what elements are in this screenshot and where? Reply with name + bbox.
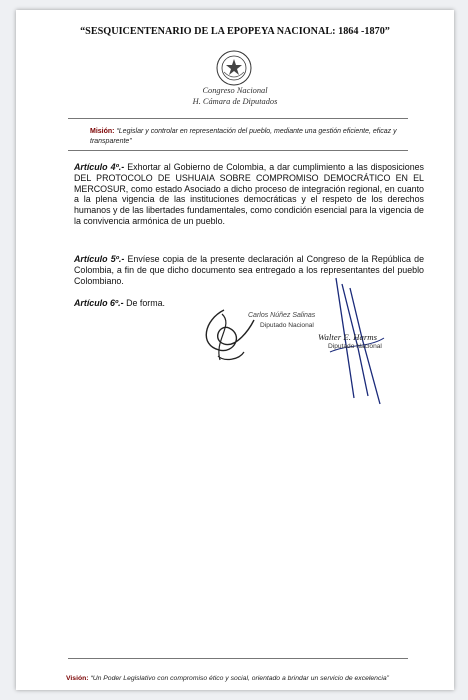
mission-text: “Legislar y controlar en representación del pueblo, mediante una gestión eficiente, eficaz y transparente” [90,128,397,145]
chamber-line-congress: Congreso Nacional [202,86,268,95]
article-text: Envíese copia de la presente declaración al Congreso de la República de Colombia, a fin de que dicho documento sea entregado a los representantes del pueblo Colombiano. [74,254,425,286]
header-divider [68,118,408,119]
mission-label: Misión: [90,128,115,135]
footer-divider [68,658,408,659]
national-seal-icon [216,50,252,86]
article-text: Exhortar al Gobierno de Colombia, a dar cumplimiento a las disposiciones DEL PROTOCOLO DE USHUAIA SOBRE COMPROMISO DEMOCRÁTICO EN EL MERCOSUR, como estado Asociado a dicho proceso de integración regional, en cuanto a la plena vigencia de las instituciones democráticas y el respeto de los derechos humanos y de las libertades fundamentales, como condición esencial para la vigencia de la convivencia armónica de un pueblo. [74,162,424,226]
page-title: “SESQUICENTENARIO DE LA EPOPEYA NACIONAL: 1864 -1870” [80,26,390,37]
vision-label: Visión: [66,675,89,682]
signer-1-name: Carlos Núñez Salinas [248,312,316,319]
signer-2-role: Diputado Nacional [328,343,382,350]
signer-2-name: Walter E. Harms [318,332,378,342]
mission-divider [68,150,408,151]
vision-text: “Un Poder Legislativo con compromiso ético y social, orientado a brindar un servicio de excelencia” [90,675,389,682]
article-heading: Artículo 4º.- [74,162,125,172]
article-heading: Artículo 5º.- [74,254,125,264]
article-4 [74,162,424,227]
signature-nunez-salinas [194,300,274,370]
chamber-name [16,85,454,107]
article-heading: Artículo 6º.- [74,298,124,308]
document-page [16,10,454,690]
mission-statement [90,127,406,146]
article-text: De forma. [126,298,166,308]
vision-statement [66,674,416,683]
signer-1-role: Diputado Nacional [260,322,314,329]
chamber-line-deputies: H. Cámara de Diputados [192,97,278,106]
